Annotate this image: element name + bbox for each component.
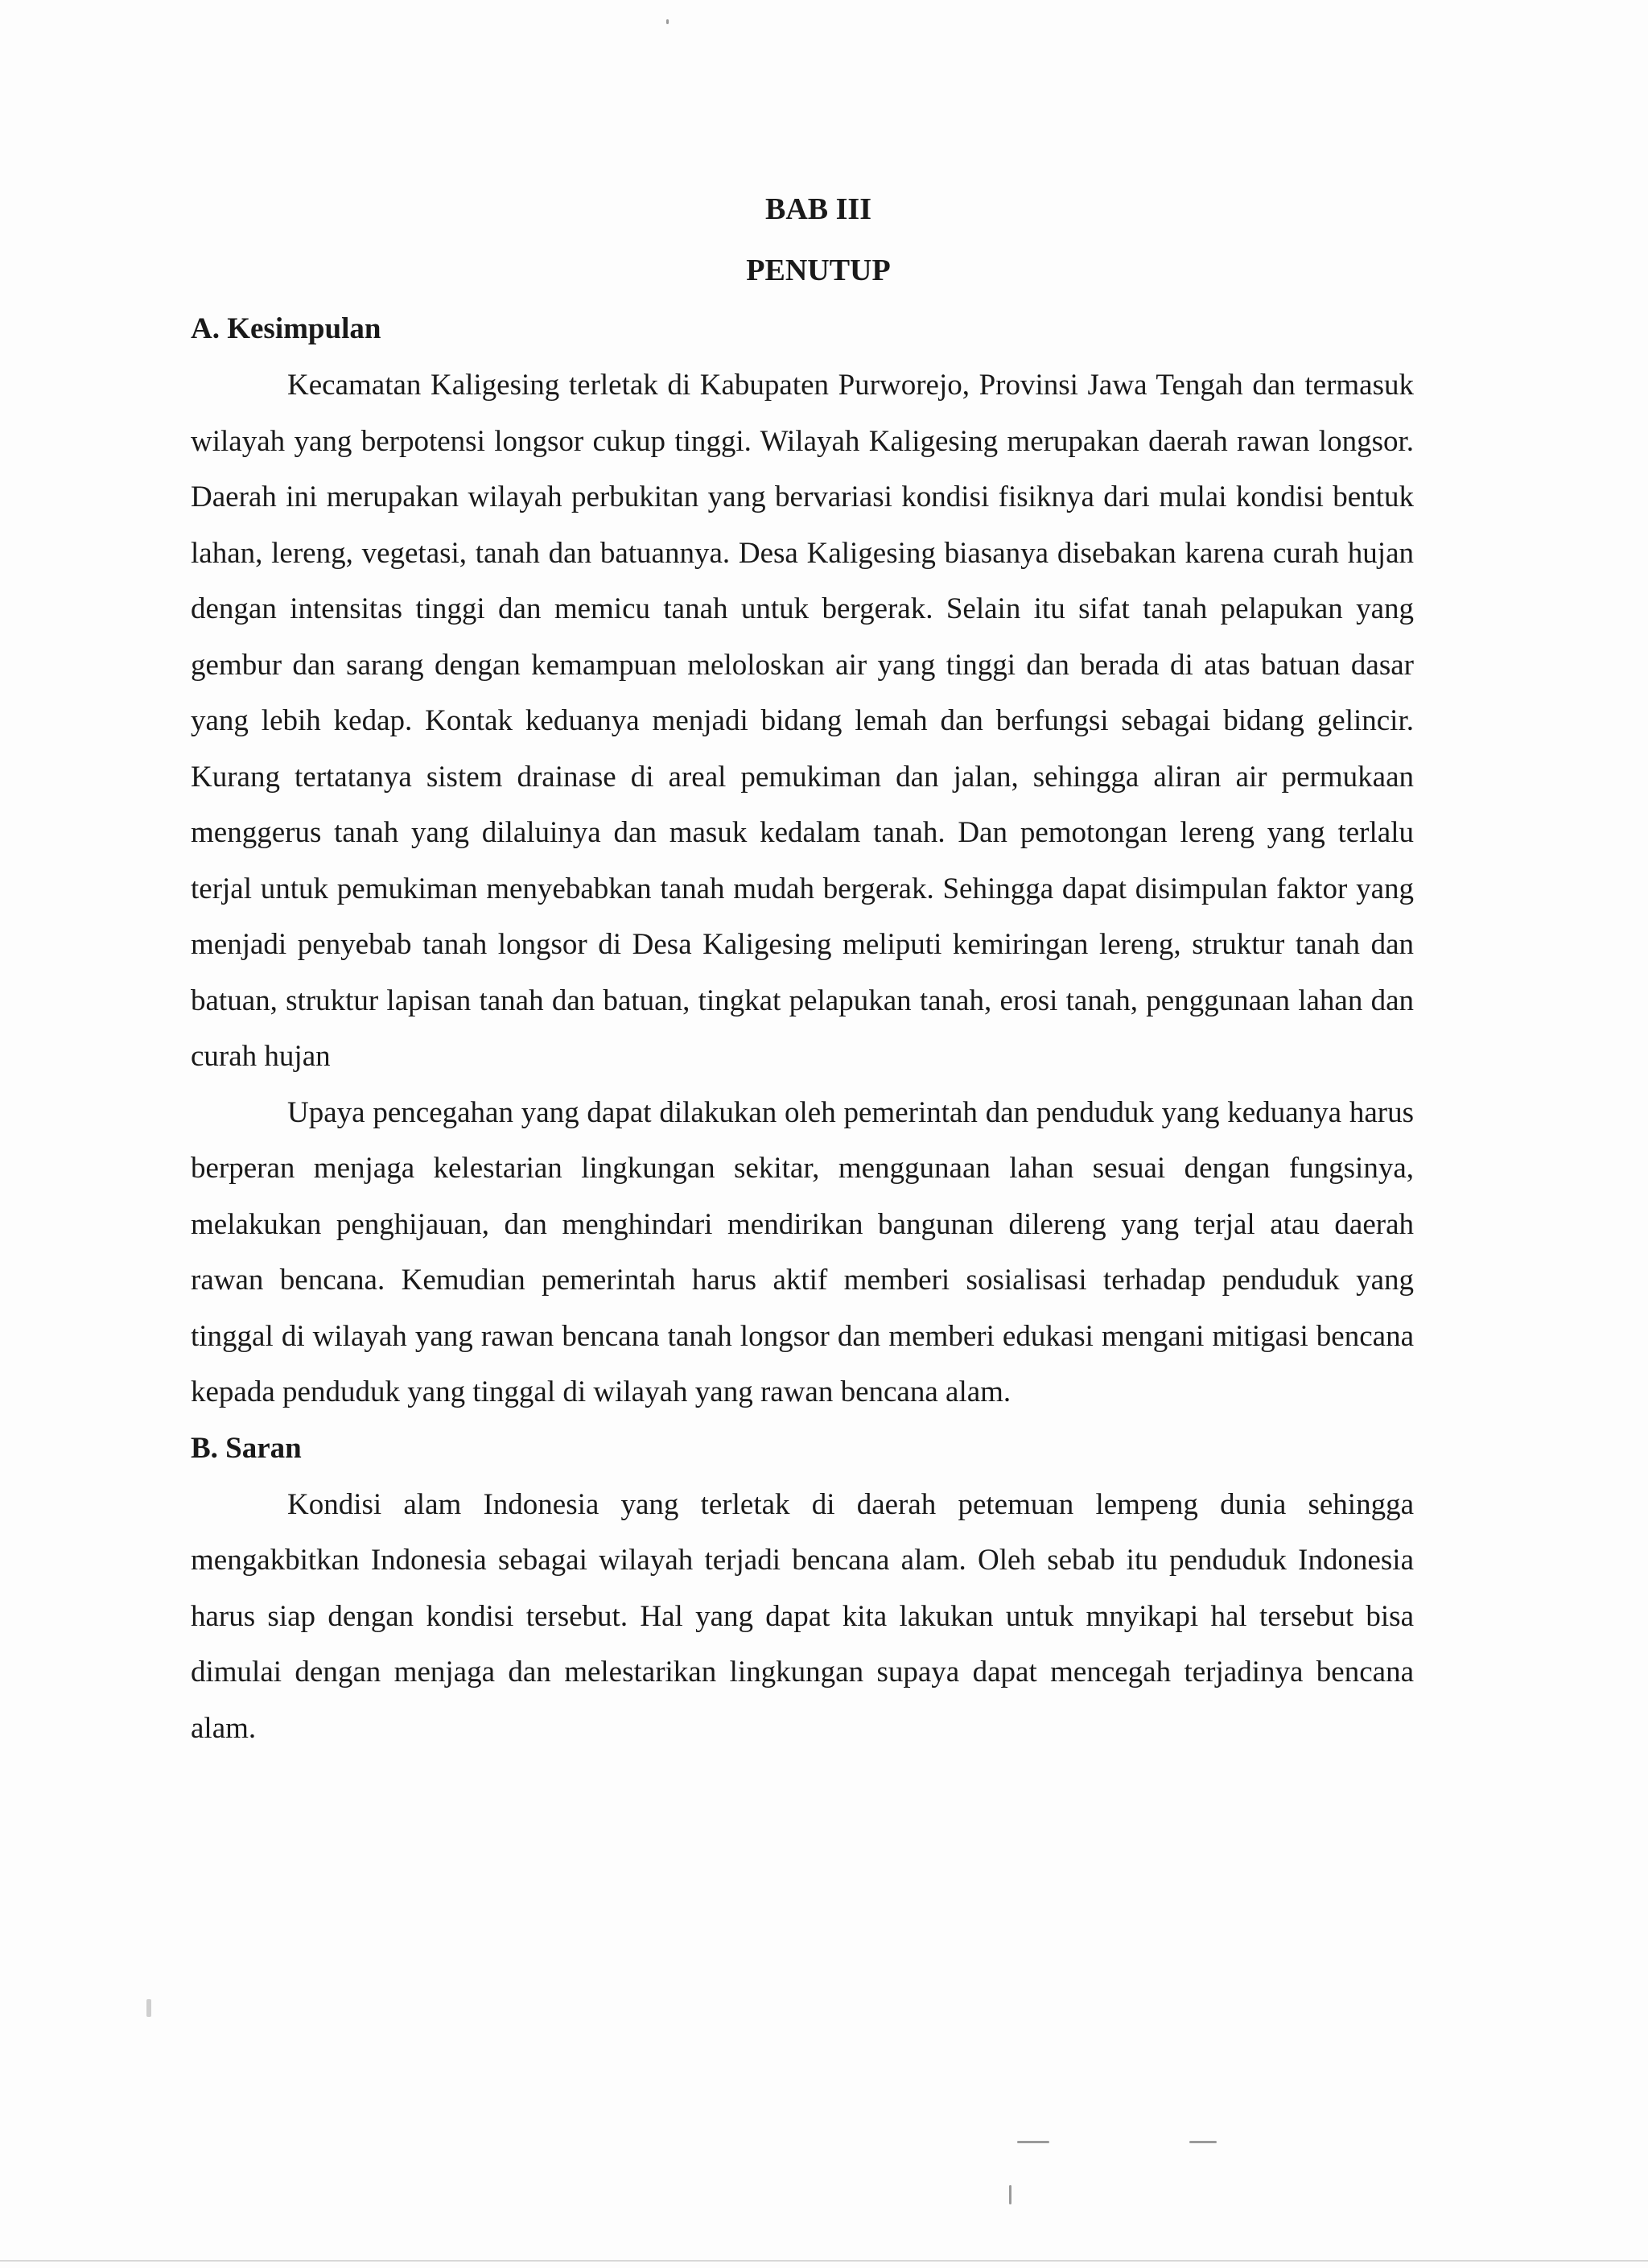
document-body (191, 179, 1414, 1756)
paragraph: Upaya pencegahan yang dapat dilakukan oleh pemerintah dan penduduk yang keduanya harus berperan menjaga kelestarian lingkungan sekitar, menggunaan lahan sesuai dengan fungsinya, melakukan penghijauan, dan menghindari mendirikan bangunan dilereng yang terjal atau daerah rawan bencana. Kemudian pemerintah harus aktif memberi sosialisasi terhadap penduduk yang tinggal di wilayah yang rawan bencana tanah longsor dan memberi edukasi mengani mitigasi bencana kepada penduduk yang tinggal di wilayah yang rawan bencana alam. (191, 1095, 1414, 1408)
section-heading: B. Saran (191, 1431, 302, 1465)
paragraph: Kecamatan Kaligesing terletak di Kabupaten Purworejo, Provinsi Jawa Tengah dan termasuk wilayah yang berpotensi longsor cukup tinggi. Wilayah Kaligesing merupakan daerah rawan longsor. Daerah ini merupakan wilayah perbukitan yang bervariasi kondisi fisiknya dari mulai kondisi bentuk lahan, lereng, vegetasi, tanah dan batuannya. Desa Kaligesing biasanya disebakan karena curah hujan dengan intensitas tinggi dan memicu tanah untuk bergerak. Selain itu sifat tanah pelapukan yang gembur dan sarang dengan kemampuan meloloskan air yang tinggi dan berada di atas batuan dasar yang lebih kedap. Kontak keduanya menjadi bidang lemah dan berfungsi sebagai bidang gelincir. Kurang tertatanya sistem drainase di areal pemukiman dan jalan, sehingga aliran air permukaan menggerus tanah yang dilaluinya dan masuk kedalam tanah. Dan pemotongan lereng yang terlalu terjal untuk pemukiman menyebabkan tanah mudah bergerak. Sehingga dapat disimpulan faktor yang menjadi penyebab tanah longsor di Desa Kaligesing meliputi kemiringan lereng, struktur tanah dan batuan, struktur lapisan tanah dan batuan, tingkat pelapukan tanah, erosi tanah, penggunaan lahan dan curah hujan (191, 369, 1414, 1073)
section-heading: A. Kesimpulan (191, 312, 381, 345)
chapter-number: BAB III (765, 192, 871, 226)
scan-speck (1017, 2141, 1049, 2143)
scan-speck (1009, 2185, 1011, 2204)
scan-speck (146, 1999, 151, 2017)
chapter-title: PENUTUP (746, 254, 891, 287)
page-bottom-edge (0, 2260, 1648, 2262)
scan-speck (1189, 2141, 1217, 2143)
scan-speck (666, 19, 669, 24)
section-kesimpulan (191, 301, 1414, 1421)
paragraph: Kondisi alam Indonesia yang terletak di daerah petemuan lempeng dunia sehingga mengakbitkan Indonesia sebagai wilayah terjadi bencana alam. Oleh sebab itu penduduk Indonesia harus siap dengan kondisi tersebut. Hal yang dapat kita lakukan untuk mnyikapi hal tersebut bisa dimulai dengan menjaga dan melestarikan lingkungan supaya dapat mencegah terjadinya bencana alam. (191, 1487, 1414, 1745)
section-saran (191, 1421, 1414, 1757)
